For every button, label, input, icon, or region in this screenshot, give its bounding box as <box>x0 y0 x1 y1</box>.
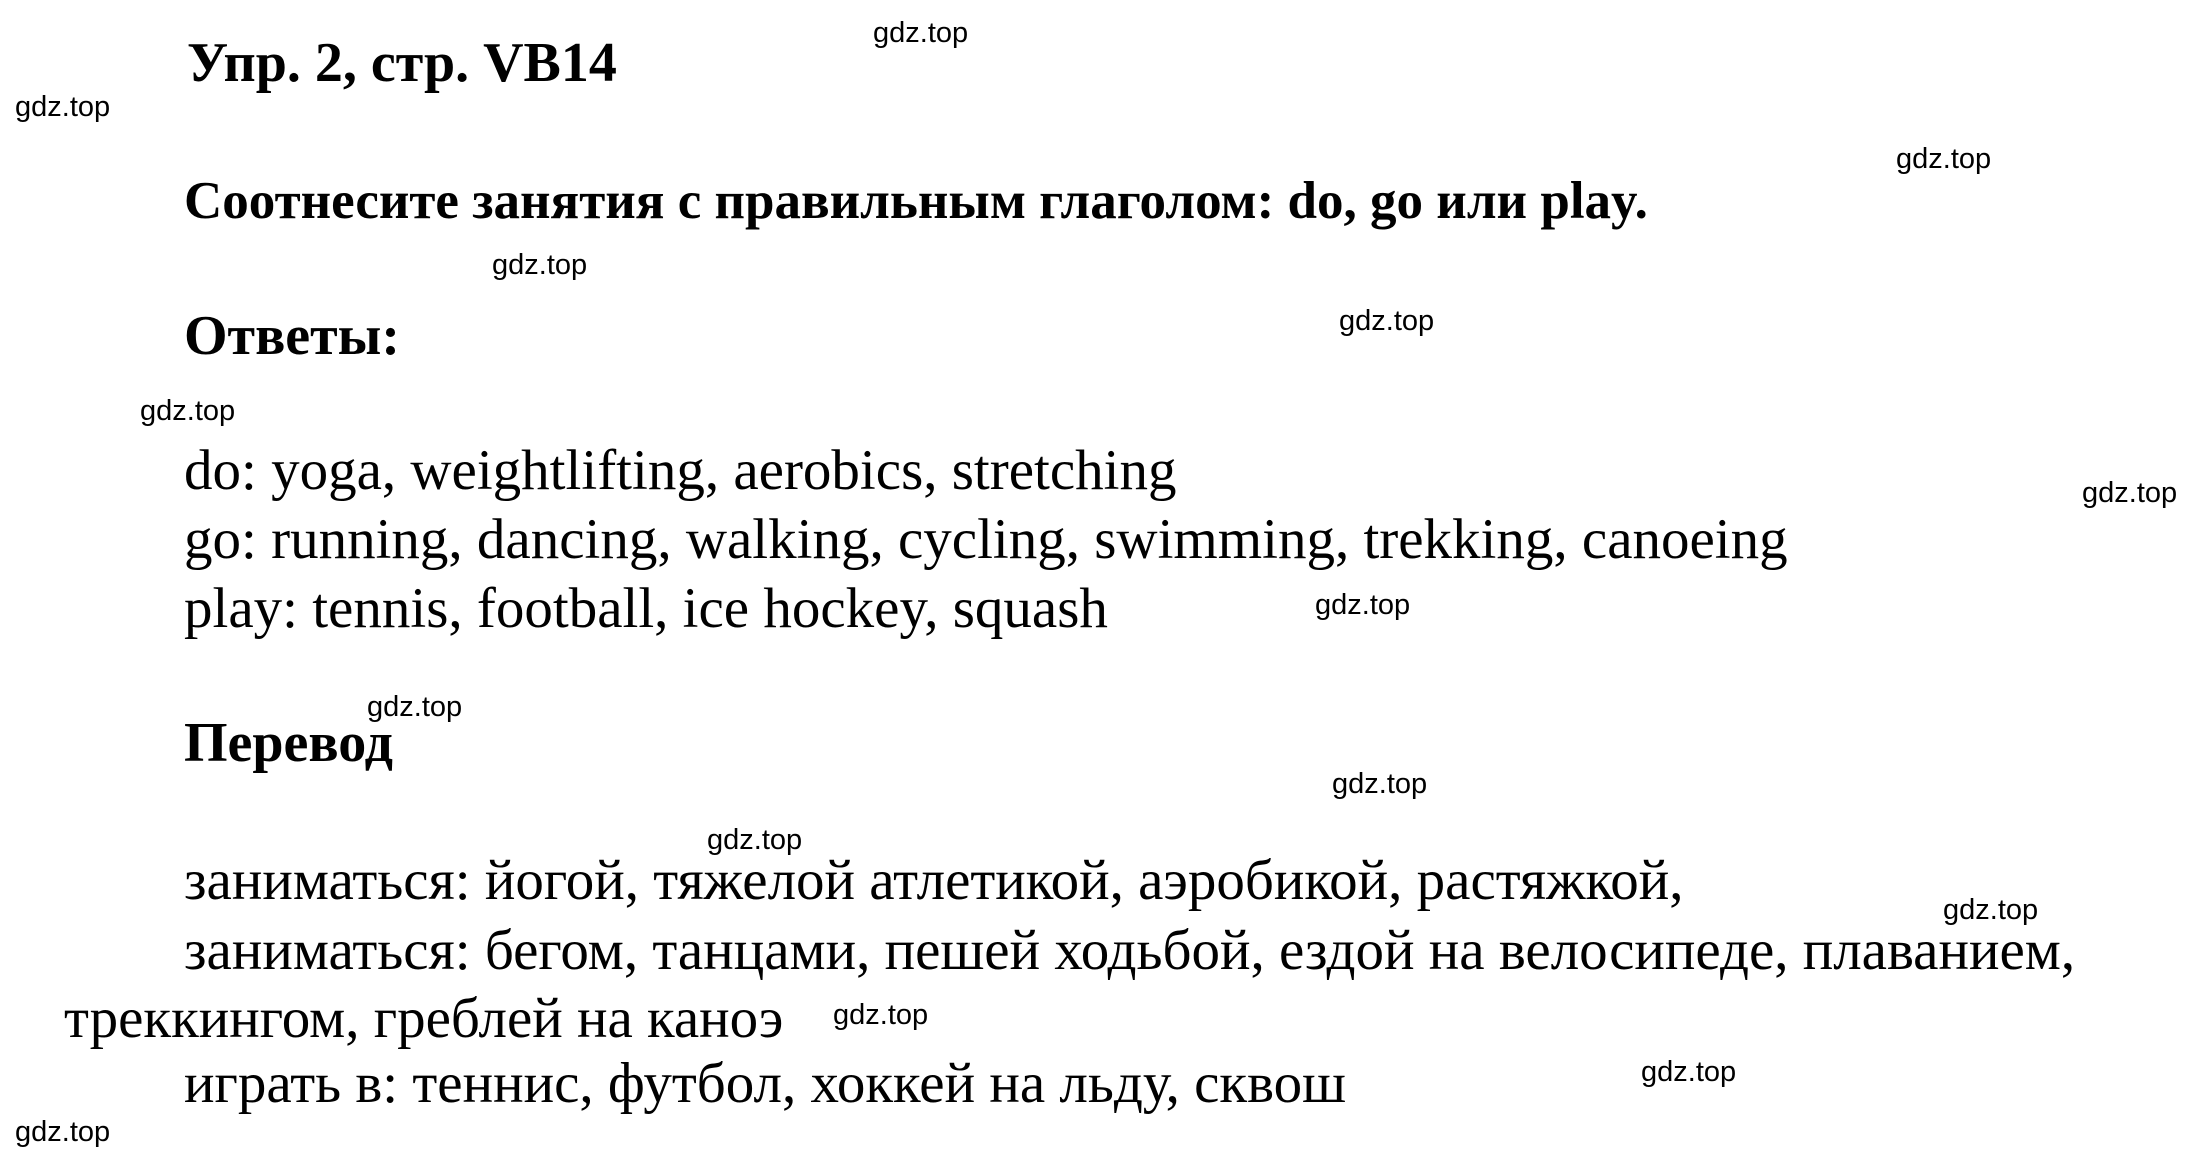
translation-line-2: заниматься: бегом, танцами, пешей ходьбой, ездой на велосипеде, плаванием, <box>184 919 2076 982</box>
translation-line-3: играть в: теннис, футбол, хоккей на льду, сквош <box>184 1052 1347 1115</box>
translation-line-2-continued: треккингом, греблей на каноэ <box>64 987 784 1050</box>
watermark: gdz.top <box>1896 143 1992 175</box>
answer-line-do: do: yoga, weightlifting, aerobics, stretching <box>184 439 1177 502</box>
watermark: gdz.top <box>707 824 803 856</box>
watermark: gdz.top <box>1332 768 1428 800</box>
task-instruction: Соотнесите занятия с правильным глаголом: do, go или play. <box>184 172 1648 230</box>
exercise-title: Упр. 2, стр. VB14 <box>187 32 617 94</box>
answer-line-play: play: tennis, football, ice hockey, squash <box>184 577 1108 640</box>
watermark: gdz.top <box>15 91 111 123</box>
watermark: gdz.top <box>2082 477 2178 509</box>
watermark: gdz.top <box>1315 589 1411 621</box>
watermark: gdz.top <box>873 17 969 49</box>
translation-line-1: заниматься: йогой, тяжелой атлетикой, аэробикой, растяжкой, <box>184 849 1684 912</box>
watermark: gdz.top <box>15 1116 111 1148</box>
watermark: gdz.top <box>1943 894 2039 926</box>
watermark: gdz.top <box>1641 1056 1737 1088</box>
answers-heading: Ответы: <box>184 305 401 367</box>
watermark: gdz.top <box>833 999 929 1031</box>
answer-line-go: go: running, dancing, walking, cycling, swimming, trekking, canoeing <box>184 508 1788 571</box>
watermark: gdz.top <box>140 395 236 427</box>
translation-heading: Перевод <box>184 712 393 774</box>
watermark: gdz.top <box>492 249 588 281</box>
watermark: gdz.top <box>367 691 463 723</box>
watermark: gdz.top <box>1339 305 1435 337</box>
